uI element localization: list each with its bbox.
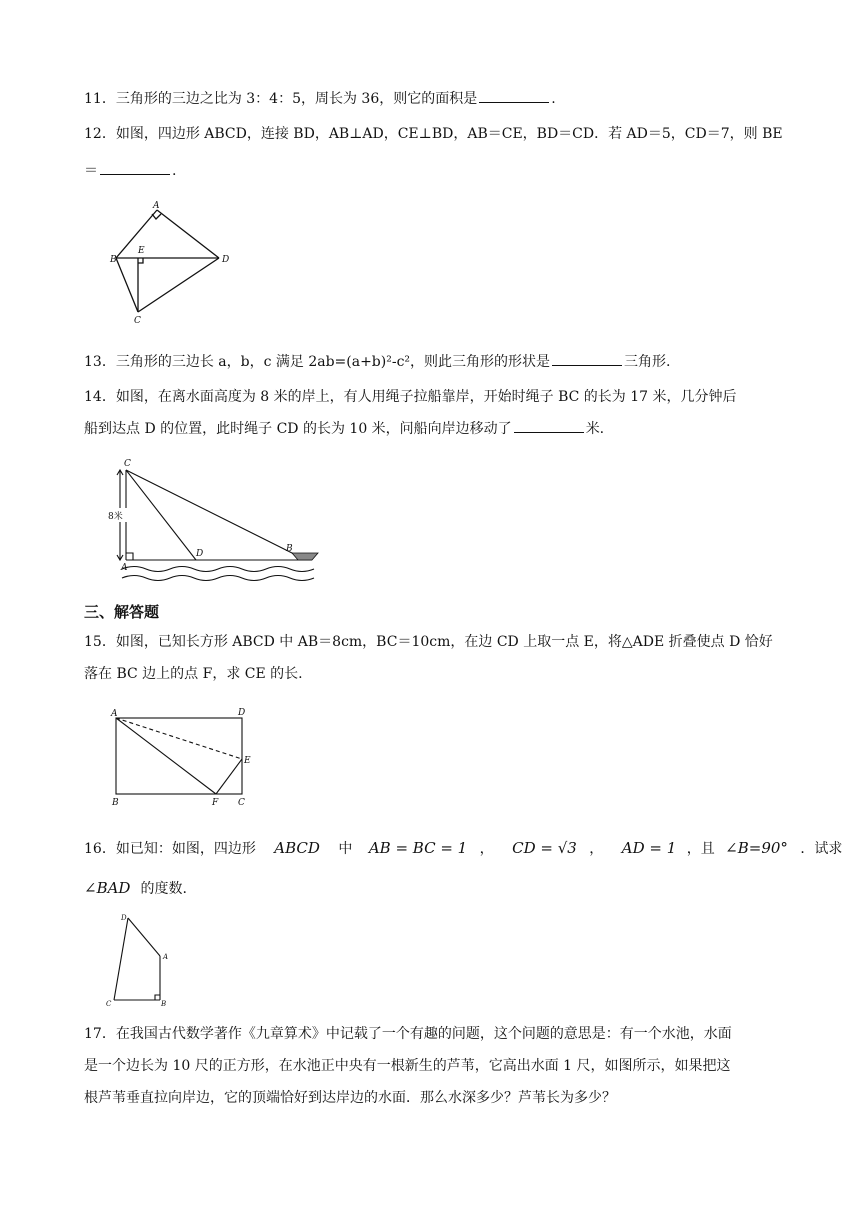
question-15-line-1: 15．如图，已知长方形 ABCD 中 AB＝8cm，BC＝10cm，在边 CD 上取一点 E，将△ADE 折叠使点 D 恰好: [84, 634, 773, 650]
question-17-line-2: 是一个边长为 10 尺的正方形，在水池正中央有一根新生的芦苇，它高出水面 1 尺，如图所示，如果把这: [84, 1058, 731, 1074]
label-c: C: [238, 798, 245, 808]
question-15-line-2: 落在 BC 边上的点 F，求 CE 的长.: [84, 666, 303, 682]
label-b: B: [112, 798, 119, 808]
label-b: B: [161, 1000, 167, 1008]
question-13-end: 三角形.: [624, 354, 671, 370]
q16-eq-cd: CD = √3: [512, 839, 577, 857]
label-b: B: [110, 255, 117, 265]
label-a: A: [163, 953, 169, 961]
label-c: C: [106, 1000, 112, 1008]
question-17-line-1: 17．在我国古代数学著作《九章算术》中记载了一个有趣的问题，这个问题的意思是：有一个水池，水面: [84, 1026, 732, 1042]
q16-text-and: ，且: [686, 841, 715, 857]
q16-text-degree: 的度数.: [140, 881, 187, 897]
label-a: A: [153, 201, 160, 211]
question-14-end: 米.: [585, 421, 605, 437]
segment-dc: [114, 918, 128, 1000]
question-12-line-1: 12．如图，四边形 ABCD，连接 BD，AB⊥AD，CE⊥BD，AB＝CE，BD＝CD．若 AD＝5，CD＝7，则 BE: [84, 126, 783, 142]
label-e: E: [138, 246, 145, 256]
height-label: 8米: [108, 512, 123, 522]
q16-eq-ad: AD = 1: [621, 839, 677, 857]
label-a: A: [121, 563, 128, 573]
segment-ad: [128, 918, 160, 956]
label-e: E: [244, 756, 251, 766]
question-13-text: 13．三角形的三边长 a，b，c 满足 2ab=(a+b)²-c²，则此三角形的形状是: [84, 354, 551, 370]
label-f: F: [212, 798, 219, 808]
q16-comma-1: ，: [479, 841, 494, 857]
q16-quad-name: ABCD: [274, 839, 320, 857]
question-12-equals: ＝: [84, 163, 98, 179]
label-c: C: [124, 459, 131, 469]
q16-angle-bad: ∠BAD: [84, 879, 131, 897]
q16-angle-b: ∠B=90°: [725, 839, 788, 857]
label-c: C: [134, 316, 141, 326]
q16-comma-2: ，: [589, 841, 604, 857]
question-17-line-3: 根芦苇垂直拉向岸边，它的顶端恰好到达岸边的水面．那么水深多少？芦苇长为多少？: [84, 1090, 616, 1106]
section-heading: 三、解答题: [84, 603, 160, 621]
q16-text-c: 中: [338, 841, 353, 857]
question-11-text: 11．三角形的三边之比为 3：4：5，周长为 36，则它的面积是: [84, 91, 478, 107]
label-a: A: [111, 709, 118, 719]
question-14-text: 船到达点 D 的位置，此时绳子 CD 的长为 10 米，问船向岸边移动了: [84, 421, 512, 437]
label-d: D: [238, 708, 246, 718]
question-11-end: .: [551, 91, 556, 107]
q16-text-find: ．试求: [800, 841, 843, 857]
label-d: D: [121, 914, 127, 922]
q16-eq-ab-bc: AB = BC = 1: [368, 839, 468, 857]
question-12-end: .: [172, 163, 177, 179]
q16-text-a: 16．如已知：如图，四边形: [84, 841, 256, 857]
label-d: D: [196, 549, 204, 559]
label-b: B: [286, 544, 293, 554]
right-angle-mark-b: [155, 995, 160, 1000]
label-d: D: [222, 255, 230, 265]
question-14-line-1: 14．如图，在离水面高度为 8 米的岸上，有人用绳子拉船靠岸，开始时绳子 BC 的长为 17 米，几分钟后: [84, 389, 737, 405]
